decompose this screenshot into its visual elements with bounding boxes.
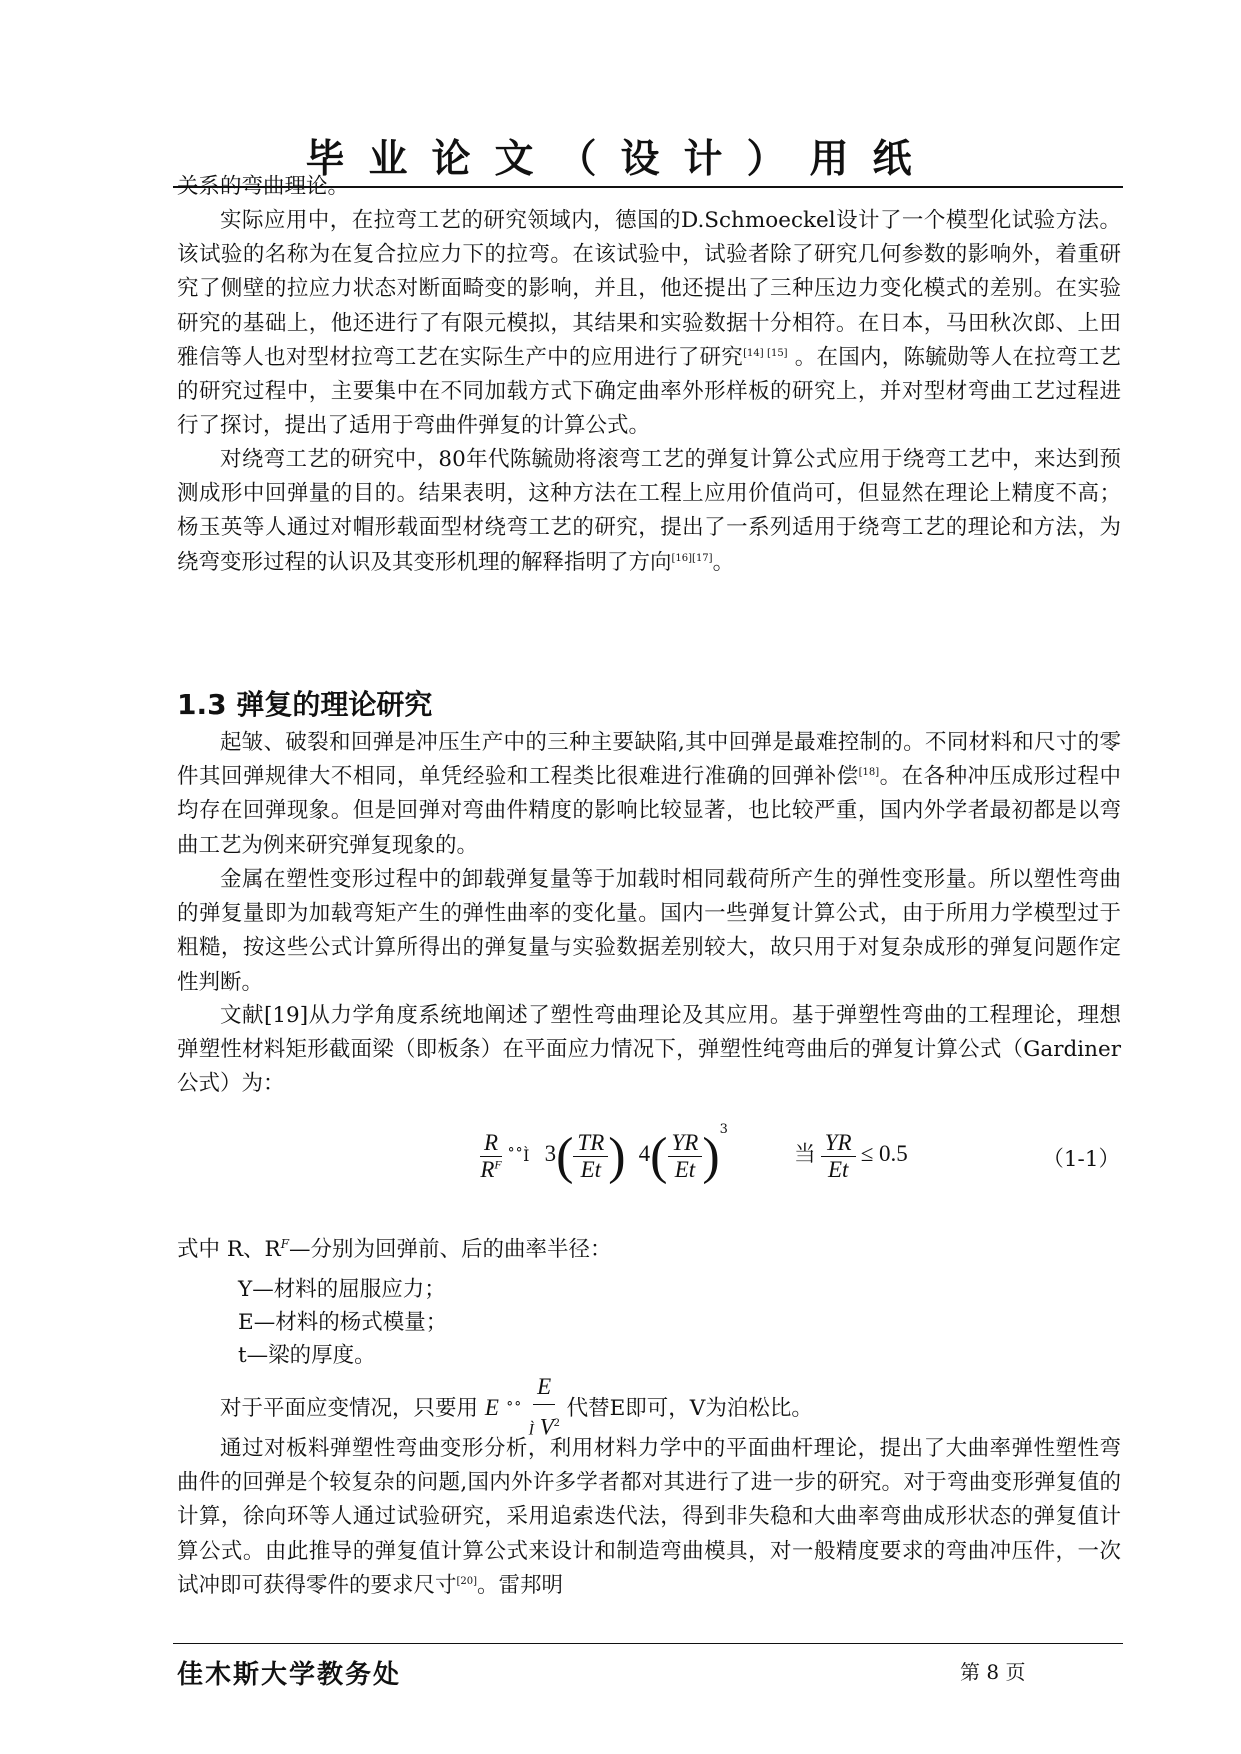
footer-university: 佳木斯大学教务处 xyxy=(177,1660,402,1690)
citation-16-17: [16][17] xyxy=(671,552,713,564)
paragraph-schmoeckel: 实际应用中，在拉弯工艺的研究领域内，德国的D.Schmoeckel设计了一个模型化试验方法。该试验的名称为在复合拉应力下的拉弯。在该试验中，试验者除了研究几何参数的影响外，着重研究了侧壁的拉应力状态对断面畸变的影响，并且，他还提出了三种压边力变化模式的差别。在实验研究的基础上，他还进行了有限元模拟，其结果和实验数据十分相符。在日本，马田秋次郎、上田雅信等人也对型材拉弯工艺在实际生产中的应用进行了研究[14] [15] 。在国内，陈毓勋等人在拉弯工艺的研究过程中，主要集中在不同加载方式下确定曲率外形样板的研究上，并对型材弯曲工艺过程进行了探讨，提出了适用于弯曲件弹复的计算公式。 xyxy=(177,208,1122,439)
definition-thickness: t—梁的厚度。 xyxy=(238,1343,376,1368)
paragraph-continuation: 关系的弯曲理论。 xyxy=(177,174,350,199)
plane-strain-note: 对于平面应变情况，只要用 E ˚˚ $\frac{E}{Ì V^2}$ 代替E即可，V为泊松比。 xyxy=(177,1370,1121,1426)
equation-number: （1-1） xyxy=(1042,1147,1120,1172)
paragraph-gardiner: 文献[19]从力学角度系统地阐述了塑性弯曲理论及其应用。基于弹塑性弯曲的工程理论，理想弹塑性材料矩形截面梁（即板条）在平面应力情况下，弹塑性纯弯曲后的弹复计算公式（Gardiner公式）为： xyxy=(177,1003,1121,1097)
paragraph-plane-curve-theory: 通过对板料弹塑性弯曲变形分析，利用材料力学中的平面曲杆理论，提出了大曲率弹性塑性弯曲件的回弹是个较复杂的问题,国内外许多学者都对其进行了进一步的研究。对于弯曲变形弹复值的计算，徐向环等人通过试验研究，采用追索迭代法，得到非失稳和大曲率弯曲成形状态的弹复值计算公式。由此推导的弹复值计算公式来设计和制造弯曲模具，对一般精度要求的弯曲冲压件，一次试冲即可获得零件的要求尺寸[20]。雷邦明 xyxy=(177,1436,1121,1598)
gardiner-equation: $\frac{R}{R^F}$ ˚˚Ì 3( $\frac{TR}{Et}$ ) 4( $\frac{YR}{Et}$ )$^3$ 当 $\frac{YR}{Et}$ ≤ 0.5 （1-1） xyxy=(480,1122,1120,1185)
page-number: 第 8 页 xyxy=(960,1660,1026,1684)
page-header-title: 毕业论文（设计）用纸 xyxy=(305,136,936,182)
citation-18: [18] xyxy=(858,767,880,779)
definition-yield-stress: Y—材料的屈服应力； xyxy=(238,1277,446,1302)
garbled-operator: ˚˚Ì xyxy=(507,1146,530,1165)
citation-14-15: [14] [15] xyxy=(743,347,788,359)
paragraph-defects: 起皱、破裂和回弹是冲压生产中的三种主要缺陷,其中回弹是最难控制的。不同材料和尺寸的零件其回弹规律大不相同，单凭经验和工程类比很难进行准确的回弹补偿[18]。在各种冲压成形过程中均存在回弹现象。但是回弹对弯曲件精度的影响比较显著，也比较严重，国内外学者最初都是以弯曲工艺为例来研究弹复现象的。 xyxy=(177,730,1121,858)
ratio-fraction: $\frac{R}{R^F}$ xyxy=(480,1130,502,1182)
definition-youngs-modulus: E—材料的杨式模量； xyxy=(238,1310,448,1335)
paragraph-springback-amount: 金属在塑性变形过程中的卸载弹复量等于加载时相同载荷所产生的弹性变形量。所以塑性弯曲的弹复量即为加载弯矩产生的弹性曲率的变化量。国内一些弹复计算公式，由于所用力学模型过于粗糙，按这些公式计算所得出的弹复量与实验数据差别较大，故只用于对复杂成形的弹复问题作定性判断。 xyxy=(177,867,1121,995)
footer-rule xyxy=(173,1643,1123,1644)
citation-20: [20] xyxy=(456,1575,478,1587)
definitions-intro: 式中 R、$R^F—$分别为回弹前、后的曲率半径： xyxy=(177,1237,612,1263)
section-heading: 1.3 弹复的理论研究 xyxy=(177,688,433,721)
paragraph-rao-wan: 对绕弯工艺的研究中，80年代陈毓勋将滚弯工艺的弹复计算公式应用于绕弯工艺中，来达到预测成形中回弹量的目的。结果表明，这种方法在工程上应用价值尚可，但显然在理论上精度不高；杨玉英等人通过对帽形载面型材绕弯工艺的研究，提出了一系列适用于绕弯工艺的理论和方法，为绕弯变形过程的认识及其变形机理的解释指明了方向[16][17]。 xyxy=(177,447,1121,575)
